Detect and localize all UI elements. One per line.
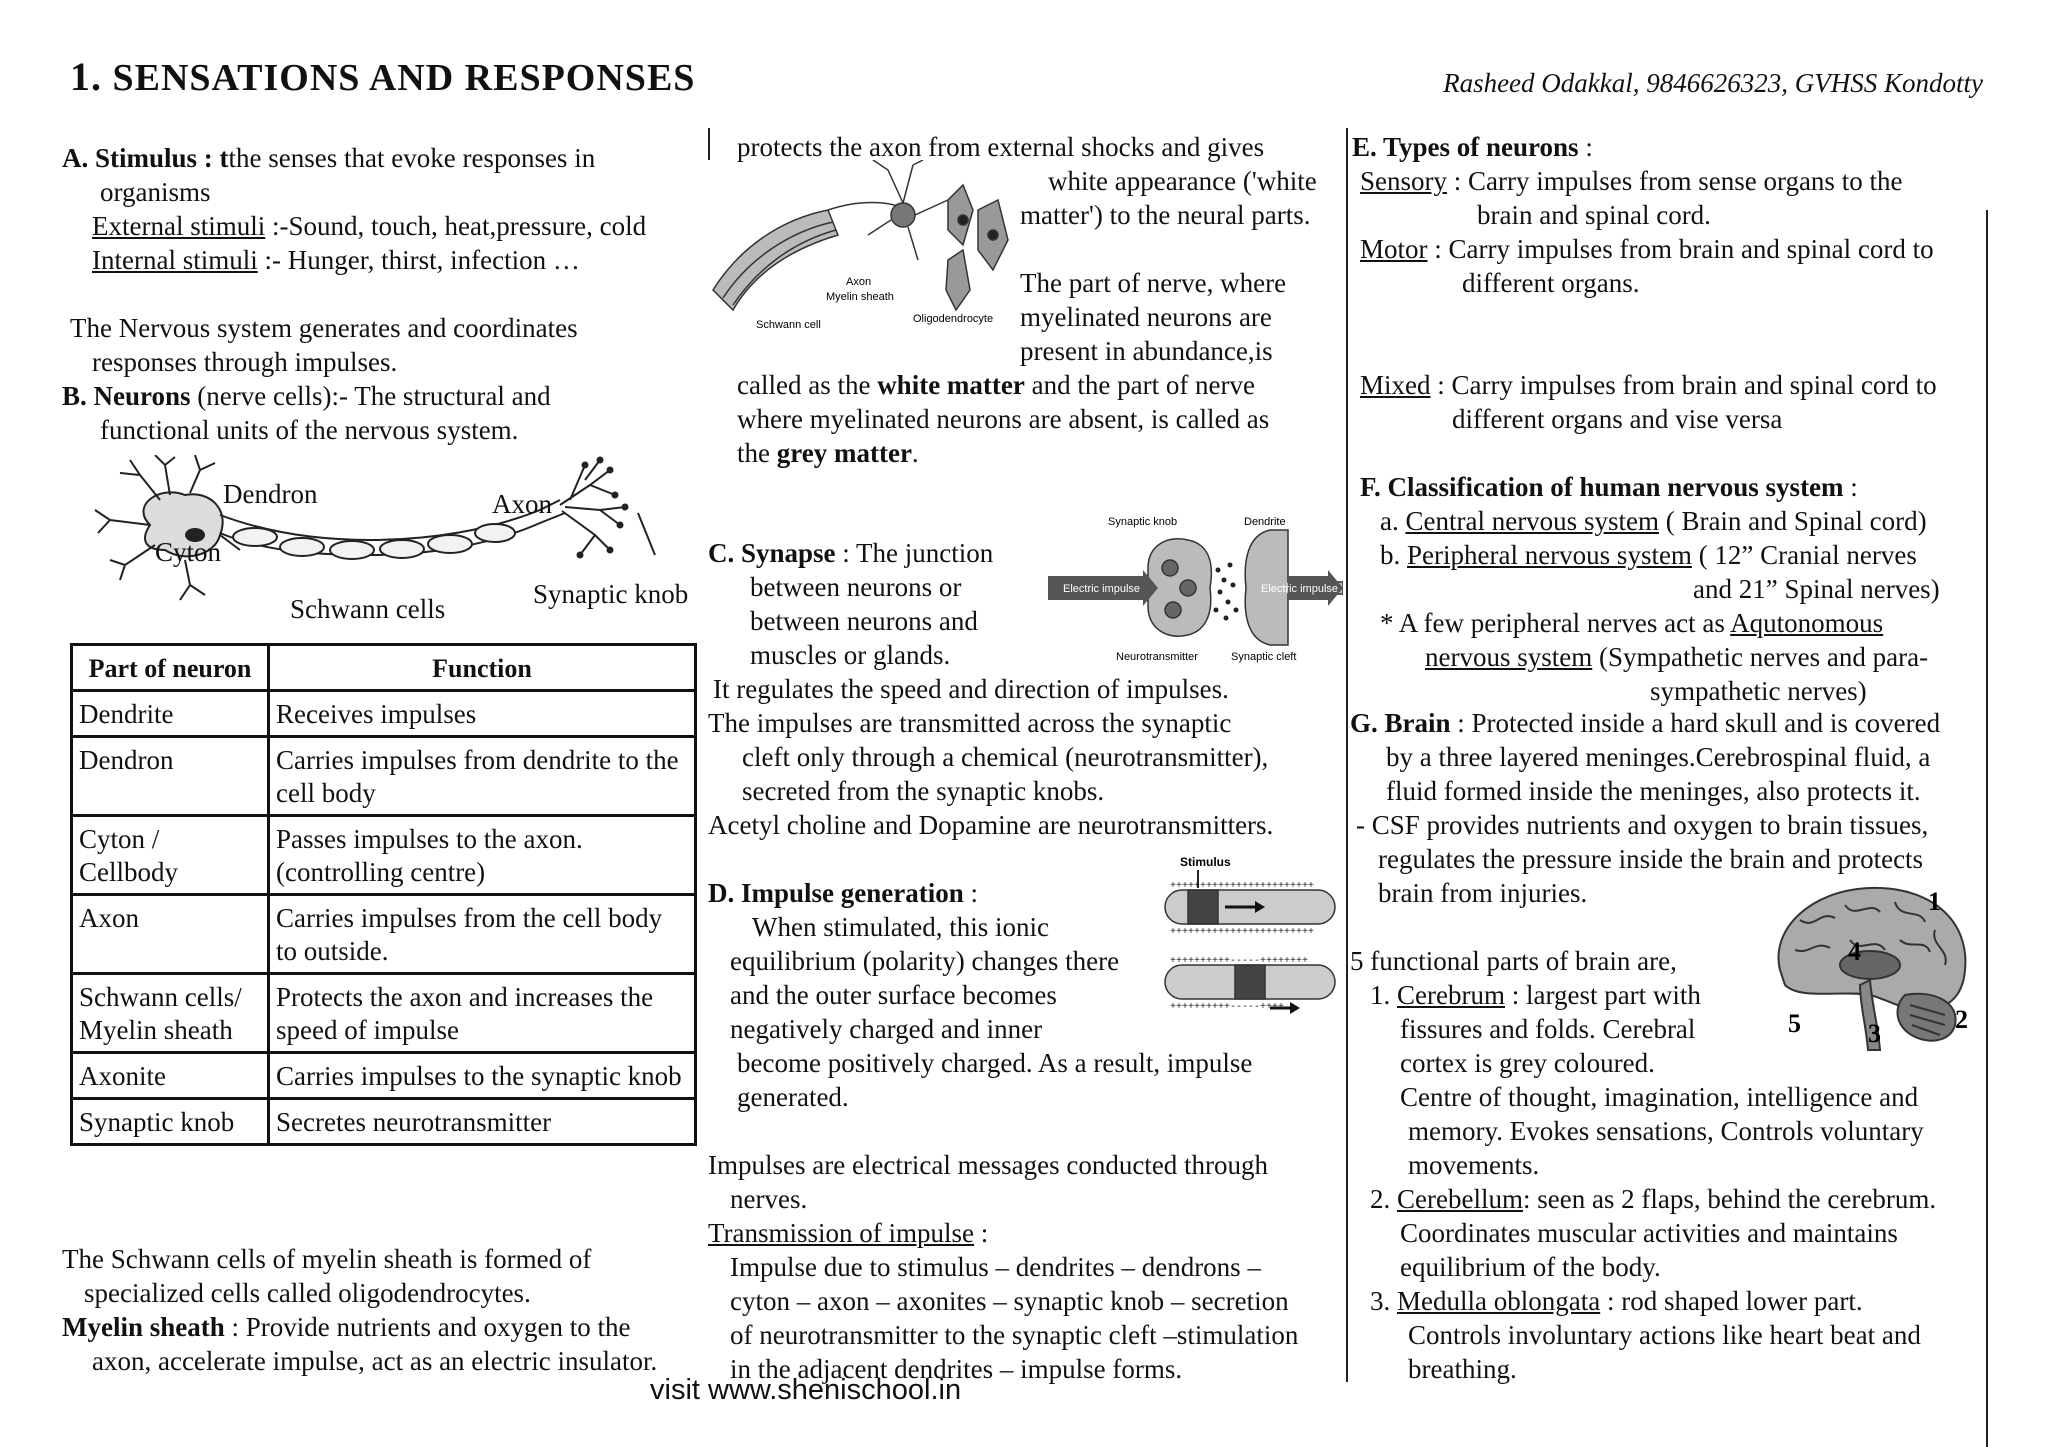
transmission-line2: cyton – axon – axonites – synaptic knob – secretion	[730, 1286, 1289, 1316]
divider-1	[708, 128, 710, 160]
impulse-line5: become positively charged. As a result, impulse	[737, 1048, 1253, 1078]
table-row: Schwann cells/ Myelin sheath Protects the axon and increases the speed of impulse	[72, 974, 696, 1053]
impulse-heading: D. Impulse generation :	[708, 878, 979, 908]
sensory-line: Sensory : Carry impulses from sense organs to the	[1360, 166, 1903, 196]
synapse-figure	[1048, 510, 1343, 665]
svg-text:++++++++++++++++++++++++: ++++++++++++++++++++++++	[1170, 927, 1315, 938]
brain-heading: G. Brain : Protected inside a hard skull and is covered	[1350, 708, 1941, 738]
cerebrum-line6: movements.	[1408, 1150, 1540, 1180]
brain-num-3: 3	[1868, 1019, 1881, 1048]
col2-line2: white appearance ('white	[1048, 166, 1317, 196]
label-cyton: Cyton	[155, 537, 222, 567]
col2-line7: called as the white matter and the part of nerve	[737, 370, 1256, 400]
transmission-heading: Transmission of impulse :	[708, 1218, 989, 1248]
fig-myelin-label: Myelin sheath	[826, 291, 894, 303]
col2-line9: the grey matter.	[737, 438, 919, 468]
divider-3	[1986, 210, 1988, 1447]
synapse-line5: It regulates the speed and direction of impulses.	[713, 674, 1229, 704]
classification-heading: F. Classification of human nervous system :	[1360, 472, 1858, 502]
table-row: Dendrite Receives impulses	[72, 691, 696, 737]
label-synaptic-knob: Synaptic knob	[533, 579, 689, 609]
synapse-knob-label: Synaptic knob	[1108, 516, 1178, 528]
impulse-def-1: Impulses are electrical messages conducted through	[708, 1150, 1269, 1180]
impulse-line1: When stimulated, this ionic	[752, 912, 1049, 942]
svg-text:++++++++++-----++++: ++++++++++-----++++	[1170, 1002, 1285, 1013]
pns-line2: and 21” Spinal nerves)	[1693, 574, 1940, 604]
impulse-line3: and the outer surface becomes	[730, 980, 1057, 1010]
cerebellum-line2: Coordinates muscular activities and maintains	[1400, 1218, 1898, 1248]
transmission-line1: Impulse due to stimulus – dendrites – dendrons –	[730, 1252, 1261, 1282]
neuron-parts-table	[70, 643, 697, 1146]
stimulus-label: Stimulus	[1180, 855, 1231, 869]
label-axon: Axon	[492, 489, 552, 519]
svg-text:++++++++++-----++++++++: ++++++++++-----++++++++	[1170, 956, 1309, 967]
synapse-line4: muscles or glands.	[750, 640, 951, 670]
column-1: A. Stimulus : tthe senses that evoke responses in organisms External stimuli :-Sound, touch, heat,pressure, cold Internal stimuli :- Hunger, thirst, infection … The Nervous system generates and coordinates responses through impulses. B. Neurons (nerve cells):- The structural and functional units of the nervous system.	[62, 143, 647, 445]
brain-line6: brain from injuries.	[1378, 878, 1588, 908]
label-schwann-cells: Schwann cells	[290, 594, 446, 624]
svg-text:++++++++++++++++++++++++: ++++++++++++++++++++++++	[1170, 881, 1315, 892]
types-heading: E. Types of neurons :	[1352, 132, 1593, 162]
col2-line4: The part of nerve, where	[1020, 268, 1287, 298]
impulse-def-2: nerves.	[730, 1184, 808, 1214]
mixed-line2: different organs and vise versa	[1452, 404, 1783, 434]
brain-num-5: 5	[1788, 1009, 1801, 1038]
table-header: Function	[269, 645, 696, 691]
column-1-bottom: The Schwann cells of myelin sheath is formed of specialized cells called oligodendrocytes. Myelin sheath : Provide nutrients and oxygen to the axon, accelerate impulse, act as an electric insulator.	[62, 1244, 658, 1376]
brain-line3: fluid formed inside the meninges, also protects it.	[1386, 776, 1921, 806]
synapse-line2: between neurons or	[750, 572, 962, 602]
transmission-line4: in the adjacent dendrites – impulse forms.	[730, 1354, 1183, 1384]
table-row: Dendron Carries impulses from dendrite to the cell body	[72, 737, 696, 816]
pns-line: b. Peripheral nervous system ( 12” Cranial nerves	[1380, 540, 1917, 570]
synapse-impulse-1: Electric impulse	[1063, 583, 1141, 595]
brain-figure	[1760, 880, 1985, 1055]
cerebrum-line3: cortex is grey coloured.	[1400, 1048, 1655, 1078]
cerebellum-line: 2. Cerebellum: seen as 2 flaps, behind the cerebrum.	[1370, 1184, 1937, 1214]
impulse-line6: generated.	[737, 1082, 849, 1112]
synapse-line6: The impulses are transmitted across the synaptic	[708, 708, 1232, 738]
table-header: Part of neuron	[72, 645, 269, 691]
fig-schwann-label: Schwann cell	[756, 319, 821, 330]
medulla-line: 3. Medulla oblongata : rod shaped lower part.	[1370, 1286, 1863, 1316]
motor-line: Motor : Carry impulses from brain and spinal cord to	[1360, 234, 1934, 264]
brain-line2: by a three layered meninges.Cerebrospinal fluid, a	[1386, 742, 1931, 772]
transmission-line3: of neurotransmitter to the synaptic cleft –stimulation	[730, 1320, 1299, 1350]
brain-num-4: 4	[1848, 937, 1861, 966]
synapse-cleft-label: Synaptic cleft	[1231, 651, 1297, 663]
col2-line6: present in abundance,is	[1020, 336, 1273, 366]
page-title: 1. SENSATIONS AND RESPONSES	[70, 54, 696, 99]
author-line: Rasheed Odakkal, 9846626323, GVHSS Kondotty	[1443, 68, 1983, 98]
cerebellum-line3: equilibrium of the body.	[1400, 1252, 1661, 1282]
synapse-line9: Acetyl choline and Dopamine are neurotransmitters.	[708, 810, 1274, 840]
synapse-nt-label: Neurotransmitter	[1116, 651, 1198, 663]
functional-parts-intro: 5 functional parts of brain are,	[1350, 946, 1677, 976]
footer-link[interactable]: visit www.shenischool.in	[650, 1374, 962, 1406]
table-row: Axonite Carries impulses to the synaptic knob	[72, 1053, 696, 1099]
col2-line8: where myelinated neurons are absent, is called as	[737, 404, 1270, 434]
synapse-line3: between neurons and	[750, 606, 978, 636]
impulse-line4: negatively charged and inner	[730, 1014, 1043, 1044]
sensory-line2: brain and spinal cord.	[1477, 200, 1711, 230]
medulla-line3: breathing.	[1408, 1354, 1517, 1384]
synapse-line7: cleft only through a chemical (neurotransmitter),	[742, 742, 1269, 772]
myelin-sheath-figure	[708, 160, 1018, 330]
cns-line: a. Central nervous system ( Brain and Spinal cord)	[1380, 506, 1927, 536]
medulla-line2: Controls involuntary actions like heart beat and	[1408, 1320, 1921, 1350]
brain-line4: - CSF provides nutrients and oxygen to brain tissues,	[1356, 810, 1929, 840]
motor-line2: different organs.	[1462, 268, 1640, 298]
table-row: Cyton / Cellbody Passes impulses to the axon. (controlling centre)	[72, 816, 696, 895]
cerebrum-line2: fissures and folds. Cerebral	[1400, 1014, 1696, 1044]
synapse-heading: C. Synapse : The junction	[708, 538, 994, 568]
mixed-line: Mixed : Carry impulses from brain and spinal cord to	[1360, 370, 1937, 400]
synapse-line8: secreted from the synaptic knobs.	[742, 776, 1105, 806]
synapse-dendrite-label: Dendrite	[1244, 516, 1286, 528]
divider-2	[1346, 128, 1348, 1382]
cerebrum-line: 1. Cerebrum : largest part with	[1370, 980, 1701, 1010]
fig-oligo-label: Oligodendrocyte	[913, 313, 994, 325]
brain-line5: regulates the pressure inside the brain and protects	[1378, 844, 1924, 874]
impulse-line2: equilibrium (polarity) changes there	[730, 946, 1120, 976]
table-row: Axon Carries impulses from the cell body to outside.	[72, 895, 696, 974]
synapse-impulse-2: Electric impulse	[1261, 583, 1339, 595]
brain-num-1: 1	[1928, 887, 1941, 916]
cerebrum-line4: Centre of thought, imagination, intelligence and	[1400, 1082, 1919, 1112]
ans-line3: sympathetic nerves)	[1650, 676, 1867, 706]
fig-axon-label: Axon	[846, 276, 872, 288]
ans-line2: nervous system (Sympathetic nerves and para-	[1425, 642, 1929, 672]
col2-line3: matter') to the neural parts.	[1020, 200, 1311, 230]
label-dendron: Dendron	[223, 479, 318, 509]
col2-line5: myelinated neurons are	[1020, 302, 1272, 332]
ans-line: * A few peripheral nerves act as Aqutonomous	[1380, 608, 1884, 638]
table-header-row	[72, 645, 696, 691]
brain-num-2: 2	[1955, 1005, 1968, 1034]
cerebrum-line5: memory. Evokes sensations, Controls voluntary	[1408, 1116, 1924, 1146]
table-row: Synaptic knob Secretes neurotransmitter	[72, 1099, 696, 1145]
impulse-figure	[1160, 850, 1345, 1020]
col2-line1: protects the axon from external shocks and gives	[737, 132, 1265, 162]
